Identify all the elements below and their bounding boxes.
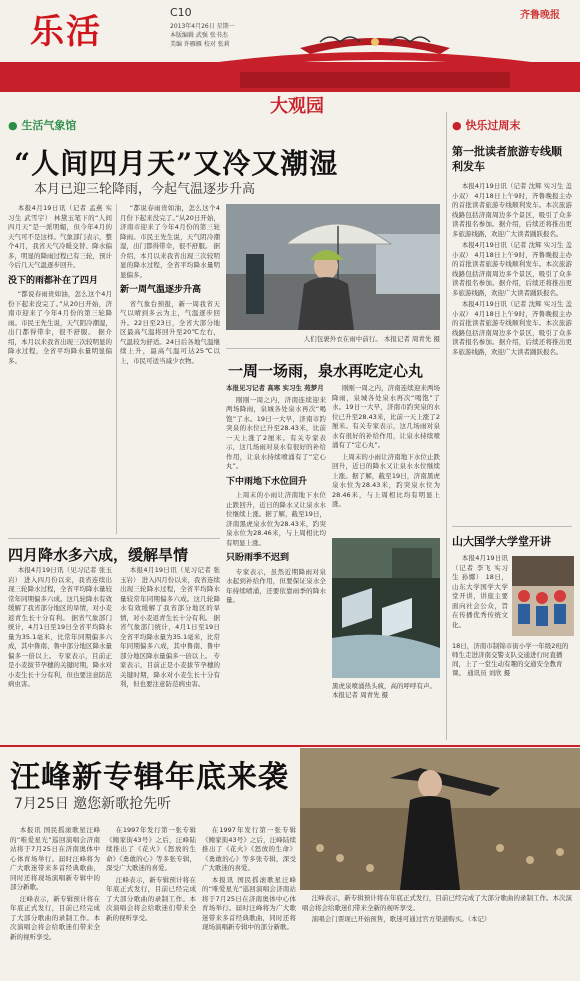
rain-photo (226, 204, 440, 330)
article-paragraph: 本报4月19日讯（记者 孟燕 实习生 武雪宇） 林黛玉笔下的“人间四月天”是一派明媚，但今年4月的天气可不是这样。气象部门表示，整个4月，我省天气冷暖交替、降水偏多，明显的降雨过程已有三轮，预计今后几天气温逐步回升。 (8, 204, 112, 269)
main-headline: “人间四月天”又冷又潮湿 (14, 147, 339, 180)
section2-column-1 (8, 566, 112, 738)
article-paragraph: 汪峰表示，新专辑预计将在年底正式发行，目前已经完成了大部分歌曲的录制工作。本次演唱会将会给歌迷们带来全新的视听享受。 (106, 875, 196, 922)
article-paragraph: 上周末的小雨让济南地下水位止跌回升，近日的降水又让泉水水位继续上涨。据了解，截至19日，济南黑虎泉水位为28.43米，趵突泉水位为28.46米，与上周相比均有明显上涨。 (226, 491, 326, 547)
masthead (0, 0, 580, 117)
pavilion-icon (180, 28, 570, 88)
right-headline: 第一批读者旅游专线顺利发车 (452, 145, 562, 173)
article-paragraph: 专家表示，虽然近期降雨对泉水起到补给作用，但要保证泉水全年持续喷涌，还要依靠雨季的降水量。 (226, 567, 326, 604)
article-paragraph: 刚刚一周之内，济南连续迎来两场降雨，泉城各处泉水再次“喝饱”了水。19日一大早，济南市趵突泉的水位已升至28.43米，比前一天上涨了2厘米。有关专家表示，这几场雨对泉水有很好的补给作用，让泉水持续喷涌有了“定心丸”。 (226, 395, 326, 470)
right-column (452, 182, 572, 514)
photo-caption: 人们包裹外衣在雨中前行。 本报记者 周青先 摄 (303, 335, 440, 343)
meta-line: 2013年4月26日 星期一 (170, 23, 235, 30)
divider (0, 745, 580, 747)
section-tag: ● 快乐过周末 (452, 119, 521, 132)
article-paragraph: 本报4月19日讯（见习记者 张玉岩） 进入四月份以来，我省连续出现三轮降水过程，全省平均降水量较常年同期偏多六成。这几轮降水有效缓解了我省部分地区的旱情，对小麦返青生长十分有利。 据省气象部门统计，4月1日至19日全省平均降水量为35.1毫米，比常年同期偏多六成，其中鲁南、鲁中部分地区降水量偏多一倍以上。 专家表示，目前正是小麦拔节孕穗的关键时期，降水对小麦生长十分有利，但也要注意防范病虫害。 (120, 566, 220, 688)
article-subhead: 下中雨地下水位回升 (226, 476, 308, 487)
bottom-subheadline: 7月25日 邀您新歌抢先听 (14, 796, 172, 812)
article-subhead: 只盼雨季不迟到 (226, 553, 290, 563)
section-tag: ● 生活气象馆 (8, 119, 77, 132)
article-paragraph: 省气象台预报，新一周我省天气以晴到多云为主，气温逐步回升。22日至23日，全省大部分地区最高气温将回升至20℃左右，气温较为舒适。24日后各地气温继续上升，最高气温可达25℃以上，市民可适当减少衣物。 (120, 299, 220, 365)
article-paragraph: “都说春雨贵如油，怎么这个4月份下起来没完了。”从20日开始，济南市迎来了今年4月份的第三轮降雨。市民王先生说，天气阴冷潮湿，出门都得带伞，很不舒服。 据介绍，本月以来我省出现三次较明显的降水过程，全省平均降水量明显偏多。 (120, 204, 220, 279)
right-column-2 (452, 554, 508, 638)
section-tag-label: 生活气象馆 (21, 119, 77, 132)
article-paragraph: 上周末的小雨让济南地下水位止跌回升，近日的降水又让泉水水位继续上涨。据了解，截至19日，济南黑虎泉水位为28.43米，趵突泉水位为28.46米，与上周相比均有明显上涨。 (332, 452, 440, 508)
bottom-headline: 汪峰新专辑年底来袭 (10, 760, 289, 795)
article-paragraph: 在1997年发行第一张专辑《鲍家街43号》之后，汪峰陆续推出了《花火》《怒放的生命》《勇敢的心》等多张专辑，深受广大歌迷的喜爱。 (202, 826, 296, 872)
article-paragraph: 刚刚一周之内，济南连续迎来两场降雨，泉城各处泉水再次“喝饱”了水。19日一大早，济南市趵突泉的水位已升至28.43米，比前一天上涨了2厘米。有关专家表示，这几场雨对泉水有很好的补给作用，让泉水持续喷涌有了“定心丸”。 (332, 384, 440, 449)
section2-column-2 (120, 566, 220, 738)
section2-headline: 四月降水多六成，缓解旱情 (8, 546, 189, 564)
middle-headline: 一周一场雨，泉水再吃定心丸 (228, 362, 424, 380)
column-banner: 大观园 (270, 96, 324, 117)
article-subhead: 新一周气温逐步升高 (120, 285, 202, 295)
meta-line: 本版编辑 武强 张书杰 (170, 32, 228, 39)
classroom-photo (512, 556, 574, 636)
divider (446, 112, 447, 740)
article-paragraph: 汪峰表示，新专辑预计将在年底正式发行，目前已经完成了大部分歌曲的录制工作。本次演唱会将会给歌迷们带来全新的视听享受。 (10, 894, 100, 941)
article-paragraph: 本报讯 国民摇滚歌星汪峰的“唯爱星光”巡回演唱会济南站将于7月25日在济南奥体中心体育场举行。届时汪峰将为广大歌迷带来多首经典歌曲，同时还将现场演唱新专辑中的部分新歌。 (10, 826, 100, 891)
article-paragraph: 本报4月19日讯（记者 沈辉 实习生 盖小双） 4月18日上午9时，齐鲁晚报主办的首批读者旅游专线顺利发车。本次旅游线路包括济南周边多个景区，吸引了众多读者报名参加。据介绍，后续还将推出更多旅游线路，欢迎广大读者踊跃报名。 (452, 241, 572, 297)
divider (452, 526, 572, 527)
section-tag-label: 快乐过周末 (465, 119, 521, 132)
article-paragraph: 本报讯 国民摇滚歌星汪峰的“唯爱星光”巡回演唱会济南站将于7月25日在济南奥体中心体育场举行。届时汪峰将为广大歌迷带来多首经典歌曲，同时还将现场演唱新专辑中的部分新歌。 (202, 875, 296, 931)
bottom-column-1 (10, 826, 100, 976)
main-subheadline: 本月已迎三轮降雨，今起气温逐步升高 (34, 182, 256, 197)
article-paragraph: 本报4月19日讯（见习记者 张玉岩） 进入四月份以来，我省连续出现三轮降水过程，全省平均降水量较常年同期偏多六成。这几轮降水有效缓解了我省部分地区的旱情，对小麦返青生长十分有利。 据省气象部门统计，4月1日至19日全省平均降水量为35.1毫米，比常年同期偏多六成，其中鲁南、鲁中部分地区降水量偏多一倍以上。 专家表示，目前正是小麦拔节孕穗的关键时期，降水对小麦生长十分有利，但也要注意防范病虫害。 (8, 566, 112, 688)
middle-column-1 (226, 384, 326, 684)
right-headline-2: 山大国学大学堂开讲 (452, 535, 551, 548)
article-paragraph: 在1997年发行第一张专辑《鲍家街43号》之后，汪峰陆续推出了《花火》《怒放的生命》《勇敢的心》等多张专辑，深受广大歌迷的喜爱。 (106, 826, 196, 872)
section-logo: 乐活 (30, 12, 102, 52)
photo-caption: 18日，济南市制锦市街小学一年级2班的师生走进济南交警支队交通进行时直播间，上了一堂生动有趣的交通安全教育课。 通讯员 刘欣 摄 (452, 642, 569, 677)
bottom-column-2 (106, 826, 196, 976)
article-subhead: 没下的雨都补在了四月 (8, 275, 99, 286)
bottom-column-3 (202, 826, 296, 976)
page-number: C10 (170, 6, 192, 19)
divider (116, 204, 117, 534)
article-paragraph: 本报4月19日讯（记者 沈辉 实习生 盖小双） 4月18日上午9时，齐鲁晚报主办的首批读者旅游专线顺利发车。本次旅游线路包括济南周边多个景区，吸引了众多读者报名参加。据介绍，后续还将推出更多旅游线路，欢迎广大读者踊跃报名。 (452, 300, 572, 356)
article-paragraph: 演唱会门票现已开始预售，歌迷可通过官方渠道购买。（本记） (311, 915, 491, 923)
divider (226, 348, 440, 349)
newspaper-brand: 齐鲁晚报 (520, 10, 560, 21)
article-paragraph: 本报4月19日讯（记者 沈辉 实习生 盖小双） 4月18日上午9时，齐鲁晚报主办的首批读者旅游专线顺利发车。本次旅游线路包括济南周边多个景区，吸引了众多读者报名参加。据介绍，后续还将推出更多旅游线路，欢迎广大读者踊跃报名。 (452, 182, 572, 238)
byline: 本报见习记者 高寒 实习生 苑梦月 (226, 384, 324, 392)
spring-photo (332, 538, 440, 678)
article-column-1 (8, 204, 112, 534)
photo-caption: 黑虎泉喷涌热头疯，高的呼呼有声。 本报记者 周青先 摄 (332, 682, 436, 699)
divider (8, 538, 220, 539)
article-paragraph: 本报4月19日讯（记者 李飞 实习生 孙娜） 18日，山东大学国学大学堂开讲，讲座主要面向社会公众，旨在传播优秀传统文化。 (452, 554, 508, 629)
bottom-column-4 (302, 894, 572, 976)
article-paragraph: “都说春雨贵如油，怎么这个4月份下起来没完了。”从20日开始，济南市迎来了今年4月份的第三轮降雨。市民王先生说，天气阴冷潮湿，出门都得带伞，很不舒服。 据介绍，本月以来我省出现三次较明显的降水过程，全省平均降水量明显偏多。 (8, 290, 112, 365)
concert-photo (300, 748, 580, 890)
meta-line: 美编 许雁雁 校对 张莉 (170, 41, 230, 48)
article-paragraph: 汪峰表示，新专辑预计将在年底正式发行，目前已经完成了大部分歌曲的录制工作。本次演唱会将会给歌迷们带来全新的视听享受。 (302, 894, 572, 912)
article-column-2 (120, 204, 220, 534)
middle-column-2 (332, 384, 440, 534)
